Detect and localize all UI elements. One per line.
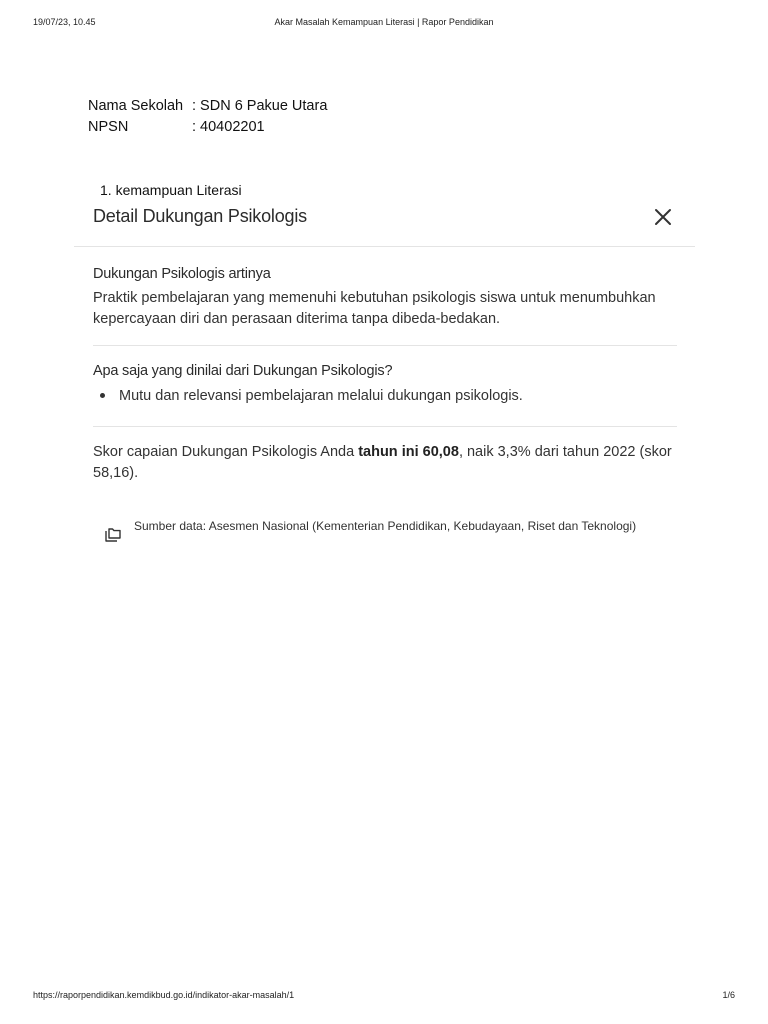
assessment-list bbox=[93, 388, 683, 404]
list-heading: 1. kemampuan Literasi bbox=[100, 182, 242, 198]
close-icon bbox=[654, 208, 672, 226]
source-text: Sumber data: Asesmen Nasional (Kementerian Pendidikan, Kebudayaan, Riset dan Teknologi) bbox=[134, 519, 637, 533]
meaning-title: Dukungan Psikologis artinya bbox=[93, 266, 271, 282]
print-page-title: Akar Masalah Kemampuan Literasi | Rapor Pendidikan bbox=[274, 17, 494, 27]
school-name-value: : SDN 6 Pakue Utara bbox=[192, 98, 328, 114]
bullet-icon bbox=[93, 388, 119, 404]
print-url: https://raporpendidikan.kemdikbud.go.id/indikator-akar-masalah/1 bbox=[33, 990, 295, 1000]
school-name-label: Nama Sekolah bbox=[88, 98, 184, 114]
print-header bbox=[0, 17, 768, 33]
divider bbox=[74, 246, 695, 247]
close-button[interactable] bbox=[650, 204, 676, 230]
divider bbox=[93, 426, 677, 427]
page-number: 1/6 bbox=[722, 990, 735, 1000]
divider bbox=[93, 345, 677, 346]
score-highlight: tahun ini 60,08 bbox=[358, 444, 459, 460]
print-footer bbox=[0, 990, 768, 1006]
assessment-item-text: Mutu dan relevansi pembelajaran melalui dukungan psikologis. bbox=[119, 388, 523, 404]
npsn-label: NPSN bbox=[88, 119, 129, 135]
score-prefix: Skor capaian Dukungan Psikologis Anda bbox=[93, 444, 359, 460]
print-datetime: 19/07/23, 10.45 bbox=[33, 17, 96, 27]
folder-copy-icon bbox=[103, 525, 123, 545]
score-text bbox=[93, 442, 673, 484]
meaning-text: Praktik pembelajaran yang memenuhi kebutuhan psikologis siswa untuk menumbuhkan kepercayaan diri dan perasaan diterima tanpa dibeda-bedakan. bbox=[93, 290, 656, 327]
list-item bbox=[93, 388, 683, 404]
assessment-title: Apa saja yang dinilai dari Dukungan Psikologis? bbox=[93, 363, 393, 379]
score-suffix: , naik 3,3% dari tahun 2022 (skor 58,16). bbox=[93, 444, 672, 481]
modal-title: Detail Dukungan Psikologis bbox=[93, 206, 307, 226]
npsn-value: : 40402201 bbox=[192, 119, 265, 135]
school-info bbox=[88, 96, 327, 138]
